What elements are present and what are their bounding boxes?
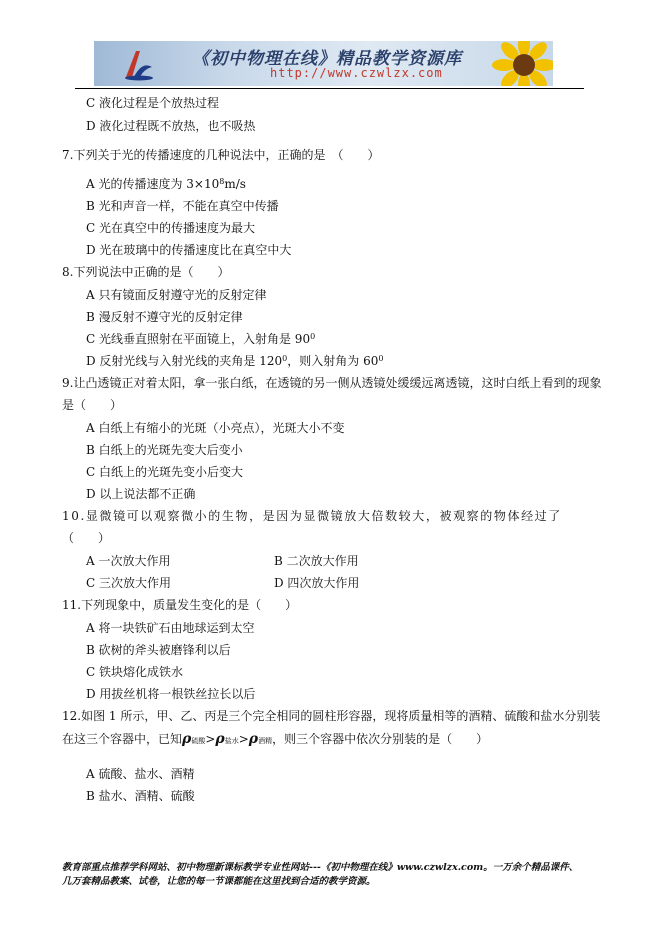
question-9-line1: 9.让凸透镜正对着太阳，拿一张白纸，在透镜的另一侧从透镜处缓缓远离透镜，这时白纸上看到的现象 bbox=[62, 376, 602, 390]
question-7: 7.下列关于光的传播速度的几种说法中，正确的是 （ ） bbox=[62, 148, 380, 162]
q12-option-a: A 硫酸、盐水、酒精 bbox=[86, 767, 195, 781]
question-10-line1: 10.显微镜可以观察微小的生物，是因为显微镜放大倍数较大，被观察的物体经过了 bbox=[62, 509, 562, 523]
q8-option-c: C 光线垂直照射在平面镜上，入射角是 $90^0$ bbox=[86, 332, 316, 346]
question-12-line1: 12.如图 1 所示，甲、乙、丙是三个完全相同的圆柱形容器，现将质量相等的酒精、硫酸和盐水分别装 bbox=[62, 709, 601, 723]
footer-line2: 几万套精品教案、试卷，让您的每一节课都能在这里找到合适的教学资源。 bbox=[62, 876, 376, 887]
banner-title: 《初中物理在线》精品教学资源库 bbox=[192, 49, 462, 69]
question-10-line2: （ ） bbox=[62, 531, 111, 545]
q8-option-a: A 只有镜面反射遵守光的反射定律 bbox=[86, 288, 267, 302]
q11-option-a: A 将一块铁矿石由地球运到太空 bbox=[86, 621, 255, 635]
q8-option-d: D 反射光线与入射光线的夹角是 $120^0$，则入射角为 $60^0$ bbox=[86, 354, 384, 368]
q10-option-c: C 三次放大作用 bbox=[86, 576, 171, 590]
q8-option-b: B 漫反射不遵守光的反射定律 bbox=[86, 310, 243, 324]
q6-option-c: C 液化过程是个放热过程 bbox=[86, 96, 219, 110]
question-11: 11.下列现象中，质量发生变化的是（ ） bbox=[62, 598, 298, 612]
question-8: 8.下列说法中正确的是（ ） bbox=[62, 265, 230, 279]
q9-option-c: C 白纸上的光斑先变小后变大 bbox=[86, 465, 243, 479]
q9-option-a: A 白纸上有缩小的光斑（小亮点），光斑大小不变 bbox=[86, 421, 345, 435]
sunflower-icon bbox=[489, 41, 553, 86]
q7-option-a: A 光的传播速度为 $3\times 10^8m/s$ bbox=[86, 177, 246, 191]
logo-icon bbox=[122, 47, 156, 81]
q12-option-b: B 盐水、酒精、硫酸 bbox=[86, 789, 195, 803]
footer-line1: 教育部重点推荐学科网站、初中物理新课标教学专业性网站---《初中物理在线》www.czwlzx.com。一万余个精品课件、 bbox=[62, 862, 579, 873]
q11-option-c: C 铁块熔化成铁水 bbox=[86, 665, 183, 679]
q10-option-d: D 四次放大作用 bbox=[274, 576, 360, 590]
q6-option-d: D 液化过程既不放热，也不吸热 bbox=[86, 119, 256, 133]
q10-option-b: B 二次放大作用 bbox=[274, 554, 359, 568]
q10-option-a: A 一次放大作用 bbox=[86, 554, 171, 568]
q7-option-b: B 光和声音一样，不能在真空中传播 bbox=[86, 199, 279, 213]
q9-option-b: B 白纸上的光斑先变大后变小 bbox=[86, 443, 243, 457]
q11-option-b: B 砍树的斧头被磨锋利以后 bbox=[86, 643, 231, 657]
q7-option-c: C 光在真空中的传播速度为最大 bbox=[86, 221, 255, 235]
question-9-line2: 是（ ） bbox=[62, 398, 123, 412]
q11-option-d: D 用拔丝机将一根铁丝拉长以后 bbox=[86, 687, 256, 701]
question-12-line2: 在这三个容器中，已知ρ硫酸>ρ盐水>ρ酒精，则三个容器中依次分别装的是（ ） bbox=[62, 731, 489, 747]
banner-url[interactable]: http://www.czwlzx.com bbox=[270, 66, 443, 80]
q9-option-d: D 以上说法都不正确 bbox=[86, 487, 196, 501]
header-rule bbox=[75, 88, 584, 89]
q7-option-d: D 光在玻璃中的传播速度比在真空中大 bbox=[86, 243, 292, 257]
header-banner bbox=[94, 41, 553, 86]
